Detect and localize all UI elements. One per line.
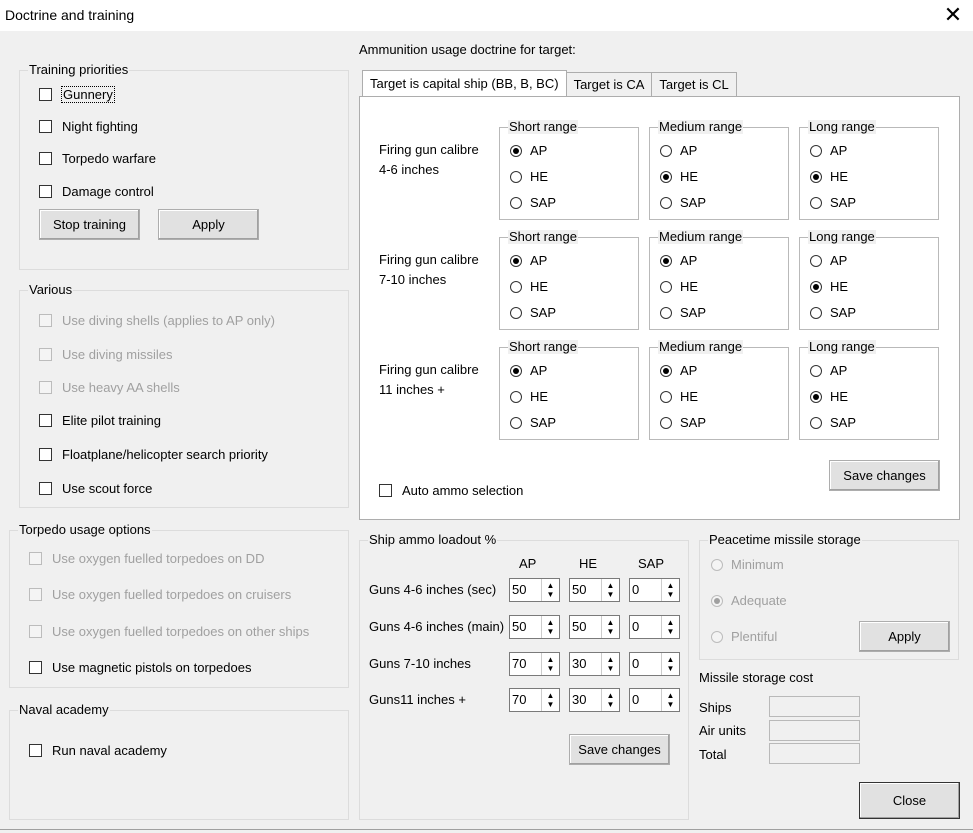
calibre-range-label: 7-10 inches [379,272,447,287]
medium-sap-radio[interactable]: SAP [660,305,706,320]
missile-plentiful-radio[interactable]: Plentiful [711,629,777,644]
long-he-radio[interactable]: HE [810,279,848,294]
night-fighting-checkbox[interactable]: Night fighting [39,119,138,134]
short-sap-radio[interactable]: SAP [510,305,556,320]
spinner-arrows-icon[interactable]: ▲ ▼ [601,689,619,711]
loadout-row-label: Guns 4-6 inches (main) [369,619,505,634]
short-sap-radio[interactable]: SAP [510,195,556,210]
magnetic-pistols-checkbox[interactable]: Use magnetic pistols on torpedoes [29,660,251,675]
loadout-he-spinner[interactable]: 50 ▲ ▼ [569,615,620,639]
loadout-row-label: Guns11 inches + [369,692,466,707]
naval-academy-legend: Naval academy [19,702,109,717]
missile-storage-legend: Peacetime missile storage [709,532,861,547]
cost-label-total: Total [699,747,727,762]
training-priorities-legend: Training priorities [29,62,129,77]
cost-field-ships [769,696,860,717]
close-button[interactable]: Close [859,782,960,819]
loadout-col-ap: AP [519,556,537,571]
medium-he-radio[interactable]: HE [660,279,698,294]
medium-range-legend: Medium range [659,339,743,354]
bottom-divider [0,829,973,830]
missile-minimum-radio[interactable]: Minimum [711,557,784,572]
short-range-legend: Short range [509,339,577,354]
doctrine-save-button[interactable]: Save changes [829,460,940,491]
short-ap-radio[interactable]: AP [510,363,547,378]
cost-label-ships: Ships [699,700,732,715]
oxygen-dd-checkbox[interactable]: Use oxygen fuelled torpedoes on DD [29,551,264,566]
medium-ap-radio[interactable]: AP [660,253,697,268]
scout-force-checkbox[interactable]: Use scout force [39,481,152,496]
long-he-radio[interactable]: HE [810,169,848,184]
loadout-row-label: Guns 4-6 inches (sec) [369,582,497,597]
medium-range-legend: Medium range [659,119,743,134]
heavy-aa-shells-checkbox[interactable]: Use heavy AA shells [39,380,180,395]
run-naval-academy-checkbox[interactable]: Run naval academy [29,743,167,758]
torpedo-warfare-checkbox[interactable]: Torpedo warfare [39,151,156,166]
short-he-radio[interactable]: HE [510,279,548,294]
close-icon[interactable]: ✕ [943,2,963,27]
loadout-sap-spinner[interactable]: 0 ▲ ▼ [629,688,680,712]
spinner-arrows-icon[interactable]: ▲ ▼ [541,653,559,675]
ammo-tabs [362,72,736,96]
long-range-legend: Long range [809,339,875,354]
short-ap-radio[interactable]: AP [510,143,547,158]
loadout-col-he: HE [579,556,598,571]
spinner-arrows-icon[interactable]: ▲ ▼ [541,616,559,638]
medium-range-legend: Medium range [659,229,743,244]
spinner-arrows-icon[interactable]: ▲ ▼ [661,689,679,711]
diving-shells-checkbox[interactable]: Use diving shells (applies to AP only) [39,313,275,328]
training-apply-button[interactable]: Apply [158,209,259,240]
oxygen-cruisers-checkbox[interactable]: Use oxygen fuelled torpedoes on cruisers [29,587,291,602]
missile-adequate-radio[interactable]: Adequate [711,593,787,608]
loadout-ap-spinner[interactable]: 50 ▲ ▼ [509,578,560,602]
loadout-sap-spinner[interactable]: 0 ▲ ▼ [629,578,680,602]
short-he-radio[interactable]: HE [510,169,548,184]
cost-field-air [769,720,860,741]
long-he-radio[interactable]: HE [810,389,848,404]
missile-apply-button[interactable]: Apply [859,621,950,652]
short-sap-radio[interactable]: SAP [510,415,556,430]
short-he-radio[interactable]: HE [510,389,548,404]
long-ap-radio[interactable]: AP [810,253,847,268]
long-ap-radio[interactable]: AP [810,143,847,158]
calibre-label: Firing gun calibre [379,362,479,377]
calibre-label: Firing gun calibre [379,142,479,157]
long-ap-radio[interactable]: AP [810,363,847,378]
spinner-arrows-icon[interactable]: ▲ ▼ [601,653,619,675]
damage-control-checkbox[interactable]: Damage control [39,184,154,199]
tab-cl[interactable]: Target is CL [651,72,736,96]
long-range-legend: Long range [809,119,875,134]
medium-ap-radio[interactable]: AP [660,363,697,378]
diving-missiles-checkbox[interactable]: Use diving missiles [39,347,173,362]
short-range-legend: Short range [509,119,577,134]
calibre-label: Firing gun calibre [379,252,479,267]
cost-field-total [769,743,860,764]
elite-pilot-checkbox[interactable]: Elite pilot training [39,413,161,428]
missile-cost-title: Missile storage cost [699,670,814,685]
loadout-save-button[interactable]: Save changes [569,734,670,765]
tab-capital-ship[interactable]: Target is capital ship (BB, B, BC) [362,70,567,96]
loadout-ap-spinner[interactable]: 70 ▲ ▼ [509,688,560,712]
medium-he-radio[interactable]: HE [660,169,698,184]
loadout-he-spinner[interactable]: 50 ▲ ▼ [569,578,620,602]
title-bar [0,0,973,31]
spinner-arrows-icon[interactable]: ▲ ▼ [601,579,619,601]
calibre-range-label: 11 inches + [379,382,445,397]
oxygen-other-checkbox[interactable]: Use oxygen fuelled torpedoes on other ships [29,624,309,639]
loadout-row-label: Guns 7-10 inches [369,656,471,671]
torpedo-usage-legend: Torpedo usage options [19,522,151,537]
loadout-he-spinner[interactable]: 30 ▲ ▼ [569,652,620,676]
loadout-ap-spinner[interactable]: 70 ▲ ▼ [509,652,560,676]
medium-sap-radio[interactable]: SAP [660,415,706,430]
loadout-col-sap: SAP [638,556,665,571]
medium-sap-radio[interactable]: SAP [660,195,706,210]
loadout-he-spinner[interactable]: 30 ▲ ▼ [569,688,620,712]
calibre-range-label: 4-6 inches [379,162,439,177]
auto-ammo-checkbox[interactable]: Auto ammo selection [379,483,523,498]
long-sap-radio[interactable]: SAP [810,195,856,210]
spinner-arrows-icon[interactable]: ▲ ▼ [541,579,559,601]
long-sap-radio[interactable]: SAP [810,305,856,320]
spinner-arrows-icon[interactable]: ▲ ▼ [661,579,679,601]
various-legend: Various [29,282,73,297]
long-range-legend: Long range [809,229,875,244]
cost-label-air: Air units [699,723,746,738]
loadout-ap-spinner[interactable]: 50 ▲ ▼ [509,615,560,639]
ammo-doctrine-heading: Ammunition usage doctrine for target: [359,42,576,57]
long-sap-radio[interactable]: SAP [810,415,856,430]
short-ap-radio[interactable]: AP [510,253,547,268]
loadout-sap-spinner[interactable]: 0 ▲ ▼ [629,615,680,639]
medium-he-radio[interactable]: HE [660,389,698,404]
gunnery-checkbox[interactable]: Gunnery [39,87,114,102]
spinner-arrows-icon[interactable]: ▲ ▼ [661,653,679,675]
spinner-arrows-icon[interactable]: ▲ ▼ [541,689,559,711]
stop-training-button[interactable]: Stop training [39,209,140,240]
floatplane-search-checkbox[interactable]: Floatplane/helicopter search priority [39,447,268,462]
naval-academy-group [9,702,349,820]
short-range-legend: Short range [509,229,577,244]
spinner-arrows-icon[interactable]: ▲ ▼ [661,616,679,638]
spinner-arrows-icon[interactable]: ▲ ▼ [601,616,619,638]
loadout-sap-spinner[interactable]: 0 ▲ ▼ [629,652,680,676]
tab-ca[interactable]: Target is CA [566,72,653,96]
medium-ap-radio[interactable]: AP [660,143,697,158]
window-title: Doctrine and training [5,7,135,23]
ammo-loadout-legend: Ship ammo loadout % [369,532,497,547]
